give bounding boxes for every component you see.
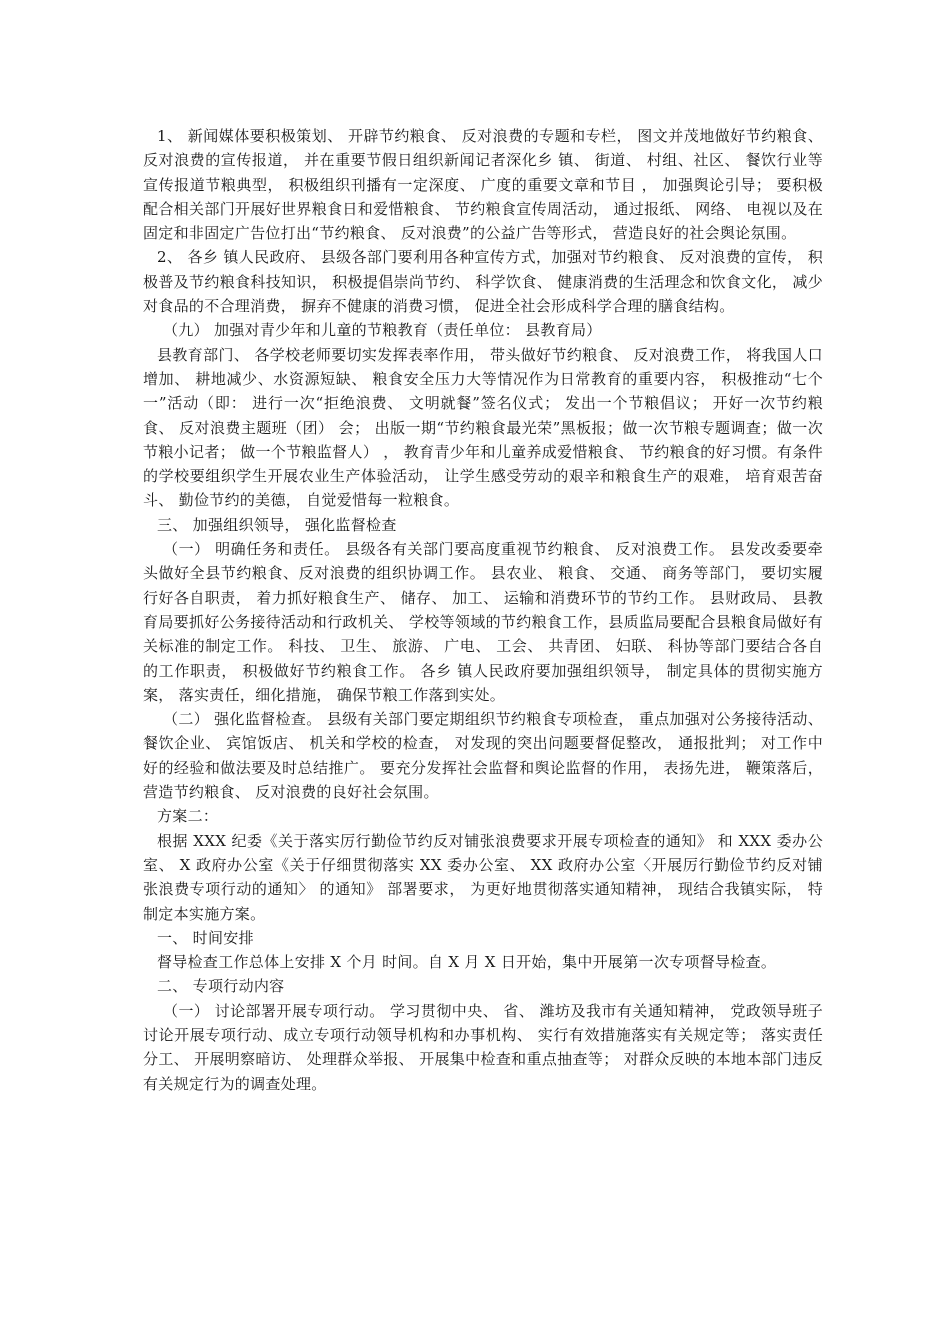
section-heading-plan-two: 方案二： bbox=[157, 807, 219, 826]
paragraph-plan-basis: 根据 XXX 纪委《关于落实厉行勤俭节约反对铺张浪费要求开展专项检查的通知》 和 XXX 委办公室、 X 政府办公室《关于仔细贯彻落实 XX 委办公室、 XX 政府办公室〈开展厉行勤俭节约反对铺张浪费专项行动的通知〉 的通知》 部署要求， 为更好地贯彻落实通知精神， 现结合我镇实际， 特制定本实施方案。 bbox=[143, 831, 823, 923]
paragraph-tasks-responsibilities: （一） 明确任务和责任。 县级各有关部门要高度重视节约粮食、 反对浪费工作。 县发改委要牵头做好全县节约粮食、反对浪费的组织协调工作。 县农业、 粮食、 交通、 商务等部门， 要切实履行好各自职责， 着力抓好粮食生产、 储存、 加工、 运输和消费环节的节约工作。 县财政局、 县教育局要抓好公务接待活动和行政机关、 学校等领域的节约粮食工作，县质监局要配合县粮食局做好有关标准的制定工作。 科技、 卫生、 旅游、 广电、 工会、 共青团、 妇联、 科协等部门要结合各自的工作职责， 积极做好节约粮食工作。 各乡 镇人民政府要加强组织领导， 制定具体的贯彻实施方案， 落实责任，细化措施， 确保节粮工作落到实处。 bbox=[143, 540, 823, 704]
section-heading-schedule: 一、 时间安排 bbox=[157, 928, 254, 947]
section-heading-youth-education: （九） 加强对青少年和儿童的节粮教育（责任单位： 县教育局） bbox=[163, 321, 602, 340]
document-page bbox=[143, 124, 823, 1096]
paragraph-action-deployment: （一） 讨论部署开展专项行动。 学习贯彻中央、 省、 潍坊及我市有关通知精神， 党政领导班子讨论开展专项行动、成立专项行动领导机构和办事机构、 实行有效措施落实有关规定等； 落实责任分工、 开展明察暗访、 处理群众举报、 开展集中检查和重点抽查等； 对群众反映的本地本部门违反有关规定行为的调查处理。 bbox=[143, 1001, 823, 1093]
paragraph-township-publicity: 2、 各乡 镇人民政府、 县级各部门要利用各种宣传方式，加强对节约粮食、 反对浪费的宣传， 积极普及节约粮食科技知识， 积极提倡崇尚节约、 科学饮食、 健康消费的生活理念和饮食文化， 减少对食品的不合理消费， 摒弃不健康的消费习惯， 促进全社会形成科学合理的膳食结构。 bbox=[143, 248, 823, 316]
section-heading-organization: 三、 加强组织领导， 强化监督检查 bbox=[157, 515, 397, 534]
paragraph-education-department: 县教育部门、 各学校老师要切实发挥表率作用， 带头做好节约粮食、 反对浪费工作， 将我国人口 增加、 耕地减少、水资源短缺、 粮食安全压力大等情况作为日常教育的重要内容， 积极推动“七个一”活动（即： 进行一次“拒绝浪费、 文明就餐”签名仪式； 发出一个节粮倡议； 开好一次节约粮食、 反对浪费主题班（团） 会； 出版一期“节约粮食最光荣”黑板报；做一次节粮专题调查；做一次节粮小记者； 做一个节粮监督人） ， 教育青少年和儿童养成爱惜粮食、 节约粮食的好习惯。有条件的学校要组织学生开展农业生产体验活动， 让学生感受劳动的艰辛和粮食生产的艰难， 培育艰苦奋斗、 勤俭节约的美德， 自觉爱惜每一粒粮食。 bbox=[143, 345, 823, 510]
paragraph-supervision: （二） 强化监督检查。 县级有关部门要定期组织节约粮食专项检查， 重点加强对公务接待活动、 餐饮企业、 宾馆饭店、 机关和学校的检查， 对发现的突出问题要督促整改， 通报批判； 对工作中好的经验和做法要及时总结推广。 要充分发挥社会监督和舆论监督的作用， 表扬先进， 鞭策落后， 营造节约粮食、 反对浪费的良好社会氛围。 bbox=[143, 710, 823, 802]
paragraph-media-publicity: 1、 新闻媒体要积极策划、 开辟节约粮食、 反对浪费的专题和专栏， 图文并茂地做好节约粮食、 反对浪费的宣传报道， 并在重要节假日组织新闻记者深化乡 镇、 街道、 村组、社区、 餐饮行业等宣传报道节粮典型， 积极组织刊播有一定深度、 广度的重要文章和节目 ， 加强舆论引导； 要积极配合相关部门开展好世界粮食日和爱惜粮食、 节约粮食宣传周活动， 通过报纸、 网络、 电视以及在固定和非固定广告位打出“节约粮食、 反对浪费”的公益广告等形式， 营造良好的社会舆论氛围。 bbox=[143, 127, 823, 243]
section-heading-action-content: 二、 专项行动内容 bbox=[157, 977, 285, 996]
paragraph-schedule: 督导检查工作总体上安排 X 个月 时间。自 X 月 X 日开始，集中开展第一次专项督导检查。 bbox=[157, 953, 777, 972]
